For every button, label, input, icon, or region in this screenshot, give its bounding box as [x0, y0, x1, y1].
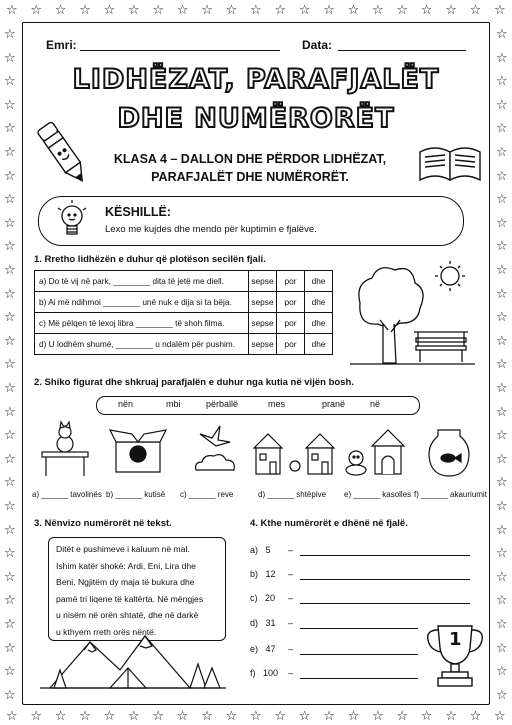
- star-icon: ☆: [274, 709, 287, 724]
- star-icon: ☆: [54, 709, 67, 724]
- caption-b: b) ______ kutisë: [106, 490, 166, 499]
- star-icon: ☆: [496, 428, 508, 444]
- sentence-cell: d) U lodhëm shumë, ________ u ndalëm për pushim.: [35, 334, 249, 355]
- star-icon: ☆: [4, 215, 16, 231]
- star-icon: ☆: [420, 3, 433, 18]
- star-icon: ☆: [298, 3, 311, 18]
- dog-kennel-picture: [342, 428, 408, 480]
- name-label: Emri:: [46, 38, 77, 52]
- trophy-number: 1: [449, 629, 462, 650]
- star-icon: ☆: [496, 451, 508, 467]
- star-icon: ☆: [496, 74, 508, 90]
- star-icon: ☆: [201, 709, 213, 724]
- star-icon: ☆: [496, 121, 508, 137]
- star-icon: ☆: [496, 499, 508, 514]
- star-icon: ☆: [494, 3, 506, 18]
- dash: –: [288, 593, 294, 603]
- star-icon: ☆: [496, 522, 508, 538]
- title-line-1: LIDHËZAT, PARAFJALËT: [72, 64, 440, 95]
- star-icon: ☆: [4, 664, 16, 680]
- number-item-f: f) 100: [250, 668, 279, 678]
- star-icon: ☆: [496, 617, 508, 632]
- sentence-cell: a) Do të vij në park, ________ dita të jetë me diell.: [35, 271, 249, 292]
- number-item-b: b) 12: [250, 569, 276, 579]
- star-icon: ☆: [4, 593, 16, 609]
- star-icon: ☆: [30, 3, 43, 18]
- answer-line-f[interactable]: [300, 678, 418, 679]
- tree-bench-illustration: [350, 258, 475, 373]
- star-icon: ☆: [152, 709, 165, 724]
- conjunction-table: [34, 270, 333, 355]
- answer-line-c[interactable]: [300, 603, 470, 604]
- star-icon: ☆: [4, 97, 16, 113]
- star-icon: ☆: [469, 3, 482, 18]
- number-item-d: d) 31: [250, 618, 276, 628]
- star-icon: ☆: [496, 569, 508, 585]
- star-icon: ☆: [152, 3, 165, 18]
- star-icon: ☆: [496, 381, 508, 396]
- tip-text: Lexo me kujdes dhe mendo për kuptimin e fjalëve.: [105, 224, 317, 235]
- answer-line-e[interactable]: [300, 654, 418, 655]
- star-icon: ☆: [496, 145, 508, 160]
- pencil-icon: [34, 118, 94, 188]
- star-icon: ☆: [4, 192, 16, 208]
- option-dhe[interactable]: dhe: [305, 334, 333, 355]
- word-prane: pranë: [322, 399, 346, 409]
- title-line-2: DHE NUMËRORËT: [117, 103, 395, 134]
- caption-d: d) ______ shtëpive: [258, 490, 327, 499]
- star-icon: ☆: [323, 709, 335, 724]
- story-line: Beni. Ngjitëm dy maja të bukura dhe: [56, 577, 195, 587]
- star-icon: ☆: [4, 145, 16, 160]
- star-icon: ☆: [496, 640, 508, 656]
- word-ne: në: [370, 399, 381, 409]
- star-icon: ☆: [4, 121, 16, 137]
- star-icon: ☆: [4, 168, 16, 184]
- star-icon: ☆: [4, 263, 16, 278]
- option-dhe[interactable]: dhe: [305, 292, 333, 313]
- option-sepse[interactable]: sepse: [249, 334, 277, 355]
- star-icon: ☆: [4, 522, 16, 538]
- star-icon: ☆: [496, 310, 508, 326]
- star-icon: ☆: [103, 3, 116, 18]
- name-field[interactable]: [80, 50, 280, 51]
- star-icon: ☆: [176, 709, 189, 724]
- star-icon: ☆: [4, 569, 16, 585]
- star-icon: ☆: [496, 168, 508, 184]
- star-icon: ☆: [4, 428, 16, 444]
- star-icon: ☆: [250, 709, 262, 724]
- story-line: u kthyem rreth orës nëntë.: [56, 626, 157, 637]
- caption-e: e) ______ kasolles: [344, 490, 412, 499]
- star-icon: ☆: [496, 357, 508, 373]
- star-icon: ☆: [496, 687, 508, 703]
- star-icon: ☆: [4, 546, 16, 562]
- dash: –: [288, 644, 294, 654]
- fishbowl-picture: [424, 424, 474, 480]
- dash: –: [288, 618, 294, 628]
- star-icon: ☆: [128, 3, 140, 18]
- star-icon: ☆: [4, 333, 16, 349]
- star-icon: ☆: [496, 215, 508, 231]
- star-icon: ☆: [496, 263, 508, 278]
- star-icon: ☆: [347, 3, 360, 18]
- star-icon: ☆: [6, 3, 18, 18]
- sentence-cell: b) Ai më ndihmoi ________ unë nuk e dija si ta bëja.: [35, 292, 249, 313]
- word-perballe: përballë: [206, 399, 239, 409]
- star-icon: ☆: [496, 664, 508, 680]
- lightbulb-icon: [56, 200, 88, 244]
- star-icon: ☆: [496, 97, 508, 113]
- star-icon: ☆: [79, 709, 91, 724]
- sentence-cell: c) Më pëlqen të lexoj libra ________ të shoh filma.: [35, 313, 249, 334]
- star-icon: ☆: [103, 709, 116, 724]
- subtitle-line-2: PARAFJALËT DHE NUMËRORËT.: [151, 170, 349, 184]
- option-sepse[interactable]: sepse: [249, 271, 277, 292]
- star-icon: ☆: [347, 709, 360, 724]
- caption-c: c) ______ reve: [180, 490, 234, 499]
- star-icon: ☆: [396, 3, 409, 18]
- dash: –: [288, 569, 294, 579]
- star-icon: ☆: [372, 709, 384, 724]
- star-icon: ☆: [128, 709, 140, 724]
- section-2-heading: 2. Shiko figurat dhe shkruaj parafjalën e duhur nga kutia në vijën bosh.: [34, 377, 354, 388]
- box-picture: [108, 422, 168, 480]
- star-icon: ☆: [4, 404, 16, 420]
- tip-box: [38, 196, 464, 246]
- star-icon: ☆: [4, 617, 16, 632]
- option-sepse[interactable]: sepse: [249, 313, 277, 334]
- star-icon: ☆: [4, 640, 16, 656]
- option-dhe[interactable]: dhe: [305, 271, 333, 292]
- story-line: pamë tri liqene të kaltërta. Në mëngjes: [56, 593, 204, 604]
- option-sepse[interactable]: sepse: [249, 292, 277, 313]
- star-icon: ☆: [4, 357, 16, 373]
- star-icon: ☆: [250, 3, 262, 18]
- tip-title: KËSHILLË:: [105, 205, 171, 219]
- star-icon: ☆: [4, 310, 16, 326]
- star-icon: ☆: [372, 3, 384, 18]
- star-icon: ☆: [496, 27, 508, 42]
- star-icon: ☆: [323, 3, 335, 18]
- date-label: Data:: [302, 38, 333, 52]
- bird-over-clouds-picture: [186, 420, 246, 480]
- star-icon: ☆: [496, 239, 508, 255]
- star-icon: ☆: [6, 709, 18, 724]
- star-icon: ☆: [225, 709, 238, 724]
- star-icon: ☆: [4, 381, 16, 396]
- star-icon: ☆: [496, 593, 508, 609]
- houses-picture: [250, 428, 340, 478]
- star-icon: ☆: [496, 546, 508, 562]
- table-row: [35, 313, 333, 334]
- date-field[interactable]: [338, 50, 466, 51]
- option-por[interactable]: por: [277, 271, 305, 292]
- story-line: u nisëm në orën shtatë, dhe në darkë: [56, 610, 199, 620]
- star-icon: ☆: [445, 709, 457, 724]
- star-icon: ☆: [201, 3, 213, 18]
- story-text: [56, 541, 220, 640]
- star-icon: ☆: [30, 709, 43, 724]
- option-por[interactable]: por: [277, 334, 305, 355]
- star-icon: ☆: [274, 3, 287, 18]
- star-icon: ☆: [54, 3, 67, 18]
- table-row: [35, 334, 333, 355]
- star-icon: ☆: [445, 3, 457, 18]
- story-line: Ishim katër shokë: Ardi, Eni, Lira dhe: [56, 560, 196, 571]
- answer-line-d[interactable]: [300, 628, 418, 629]
- star-icon: ☆: [4, 27, 16, 42]
- table-row: [35, 292, 333, 313]
- star-icon: ☆: [4, 451, 16, 467]
- number-item-c: c) 20: [250, 593, 276, 603]
- star-icon: ☆: [4, 687, 16, 703]
- subtitle-line-1: KLASA 4 – DALLON DHE PËRDOR LIDHËZAT,: [113, 152, 387, 166]
- star-icon: ☆: [79, 3, 91, 18]
- cat-on-table-picture: [36, 420, 92, 480]
- star-icon: ☆: [225, 3, 238, 18]
- caption-f: f) ______ akauriumit: [414, 490, 487, 499]
- star-icon: ☆: [298, 709, 311, 724]
- star-icon: ☆: [4, 74, 16, 90]
- star-icon: ☆: [176, 3, 189, 18]
- option-dhe[interactable]: dhe: [305, 313, 333, 334]
- word-mes: mes: [268, 399, 286, 409]
- word-mbi: mbi: [166, 399, 181, 409]
- section-4-heading: 4. Kthe numërorët e dhënë në fjalë.: [250, 518, 408, 529]
- star-icon: ☆: [4, 475, 16, 491]
- section-3-heading: 3. Nënvizo numërorët në tekst.: [34, 518, 172, 529]
- open-book-icon: [415, 140, 485, 185]
- option-por[interactable]: por: [277, 313, 305, 334]
- star-icon: ☆: [496, 50, 508, 66]
- caption-a: a) ______ tavolinës: [32, 490, 102, 499]
- option-por[interactable]: por: [277, 292, 305, 313]
- star-icon: ☆: [469, 709, 482, 724]
- star-icon: ☆: [396, 709, 409, 724]
- number-item-e: e) 47: [250, 644, 276, 654]
- star-icon: ☆: [4, 286, 16, 302]
- star-icon: ☆: [4, 499, 16, 514]
- star-icon: ☆: [4, 50, 16, 66]
- word-nen: nën: [118, 399, 134, 409]
- star-icon: ☆: [494, 709, 506, 724]
- dash: –: [288, 668, 294, 678]
- star-icon: ☆: [496, 404, 508, 420]
- table-row: [35, 271, 333, 292]
- star-icon: ☆: [496, 286, 508, 302]
- answer-line-a[interactable]: [300, 555, 470, 556]
- star-icon: ☆: [496, 192, 508, 208]
- section-1-heading: 1. Rretho lidhëzën e duhur që plotëson secilën fjali.: [34, 254, 266, 265]
- number-item-a: a) 5: [250, 545, 271, 555]
- star-icon: ☆: [4, 239, 16, 255]
- story-line: Ditët e pushimeve i kaluum në mal.: [56, 544, 190, 554]
- star-icon: ☆: [420, 709, 433, 724]
- star-icon: ☆: [496, 333, 508, 349]
- mountains-tent-illustration: [40, 630, 226, 692]
- star-icon: ☆: [496, 475, 508, 491]
- answer-line-b[interactable]: [300, 579, 470, 580]
- dash: –: [288, 545, 294, 555]
